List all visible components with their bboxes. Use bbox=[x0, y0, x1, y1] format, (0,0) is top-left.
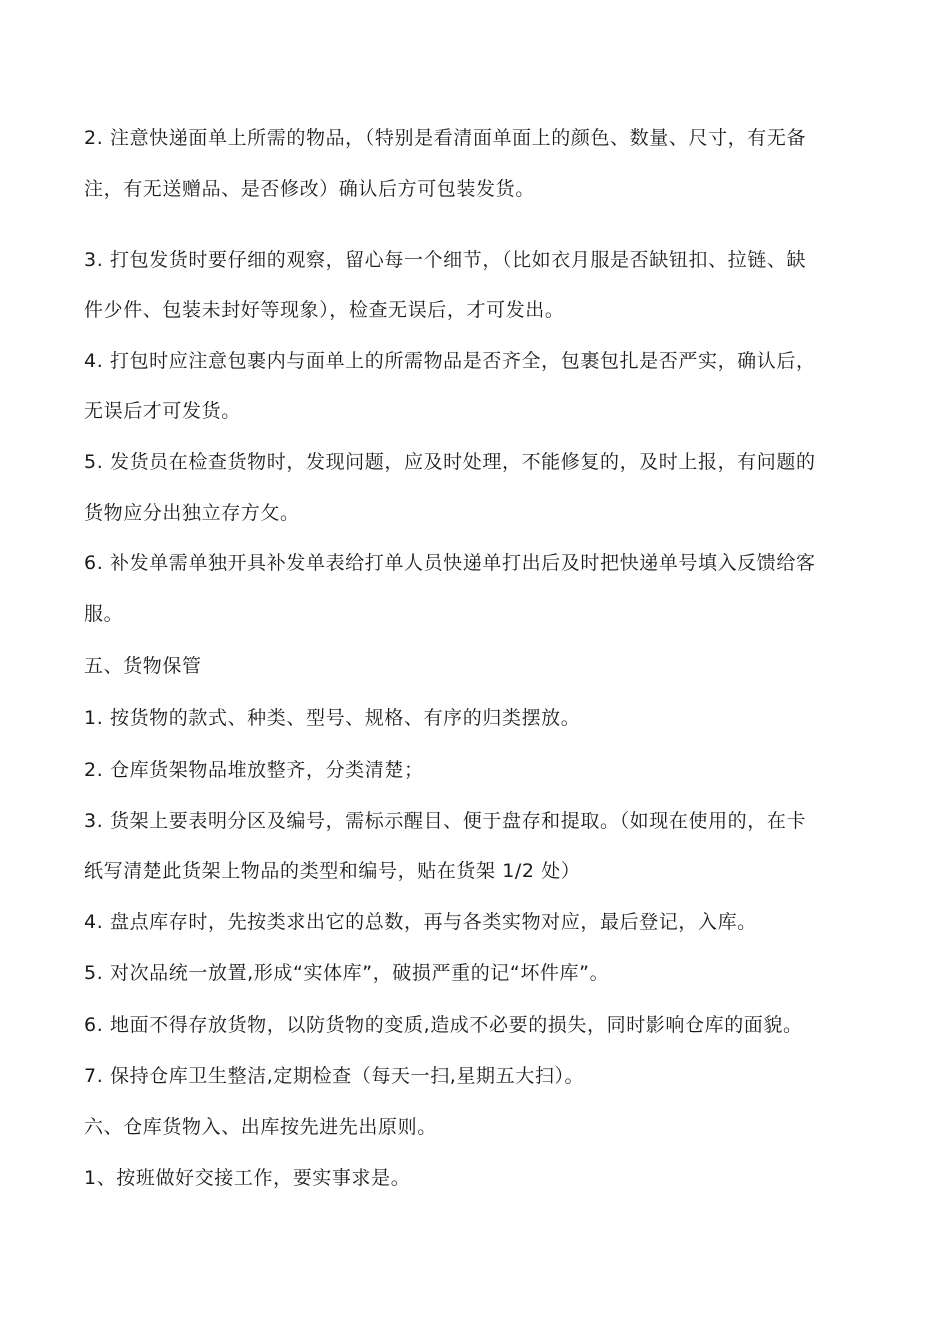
text-line: 件少件、包装未封好等现象），检查无误后，才可发出。 bbox=[84, 299, 565, 321]
text-line: 7. 保持仓库卫生整洁,定期检查（每天一扫,星期五大扫）。 bbox=[84, 1065, 585, 1087]
text-line: 5. 对次品统一放置,形成“实体库”，破损严重的记“坏件库”。 bbox=[84, 962, 610, 984]
text-line: 3. 货架上要表明分区及编号，需标示醒目、便于盘存和提取。（如现在使用的，在卡 bbox=[84, 810, 807, 832]
text-line: 4. 盘点库存时，先按类求出它的总数，再与各类实物对应，最后登记，入库。 bbox=[84, 911, 757, 933]
text-line: 服。 bbox=[84, 603, 124, 625]
text-line: 6. 地面不得存放货物，以防货物的变质,造成不必要的损失，同时影响仓库的面貌。 bbox=[84, 1014, 803, 1036]
text-line: 无误后才可发货。 bbox=[84, 400, 241, 422]
text-line: 2. 仓库货架物品堆放整齐，分类清楚； bbox=[84, 759, 424, 781]
text-line: 6. 补发单需单独开具补发单表给打单人员快递单打出后及时把快递单号填入反馈给客 bbox=[84, 552, 816, 574]
text-line: 注，有无送赠品、是否修改）确认后方可包装发货。 bbox=[84, 178, 535, 200]
section-heading: 五、货物保管 bbox=[84, 655, 202, 677]
text-line: 1、按班做好交接工作，要实事求是。 bbox=[84, 1167, 411, 1189]
text-line: 2. 注意快递面单上所需的物品，（特别是看清面单面上的颜色、数量、尺寸，有无备 bbox=[84, 127, 807, 149]
text-line: 4. 打包时应注意包裹内与面单上的所需物品是否齐全，包裹包扎是否严实，确认后， bbox=[84, 350, 816, 372]
text-line: 1. 按货物的款式、种类、型号、规格、有序的归类摆放。 bbox=[84, 707, 581, 729]
text-line: 纸写清楚此货架上物品的类型和编号，贴在货架 1/2 处） bbox=[84, 860, 581, 882]
text-line: 5. 发货员在检查货物时，发现问题，应及时处理，不能修复的，及时上报，有问题的 bbox=[84, 451, 816, 473]
text-line: 3. 打包发货时要仔细的观察，留心每一个细节，（比如衣月服是否缺钮扣、拉链、缺 bbox=[84, 249, 807, 271]
text-line: 货物应分出独立存方攵。 bbox=[84, 502, 300, 524]
section-heading: 六、仓库货物入、出库按先进先出原则。 bbox=[84, 1116, 437, 1138]
